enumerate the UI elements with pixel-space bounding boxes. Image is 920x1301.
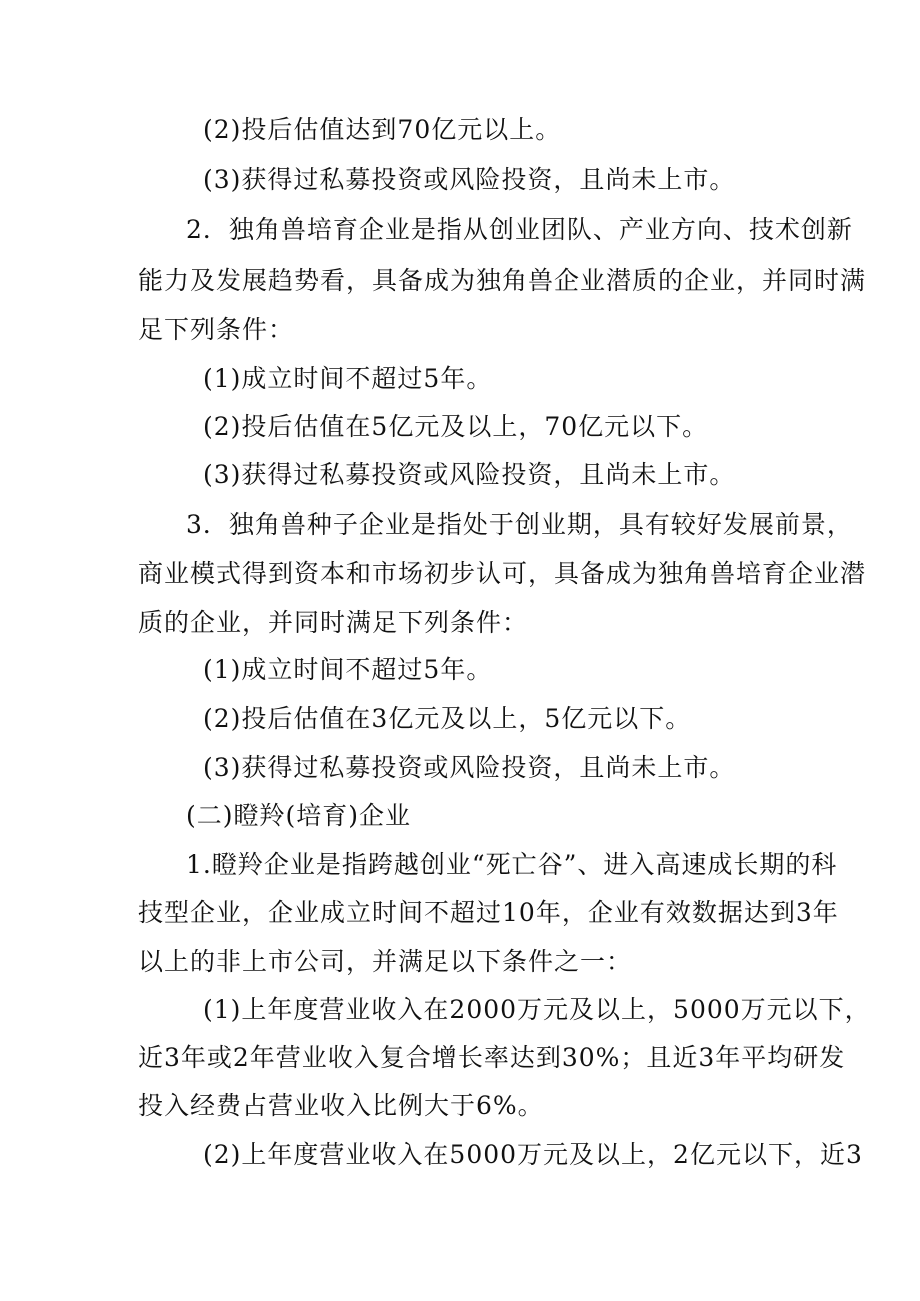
text-line: (2)投后估值达到70亿元以上。 bbox=[203, 115, 562, 144]
text-line: (2)投后估值在5亿元及以上，70亿元以下。 bbox=[203, 412, 709, 441]
text-line: 以上的非上市公司，并满足以下条件之一： bbox=[138, 947, 633, 976]
text-line: (3)获得过私募投资或风险投资，且尚未上市。 bbox=[203, 753, 736, 782]
text-line: 投入经费占营业收入比例大于6%。 bbox=[138, 1091, 544, 1120]
text-line: (2)上年度营业收入在5000万元及以上，2亿元以下，近3 bbox=[203, 1140, 863, 1169]
text-line: (1)上年度营业收入在2000万元及以上，5000万元以下， bbox=[203, 995, 871, 1024]
text-line: 1.瞪羚企业是指跨越创业“死亡谷”、进入高速成长期的科 bbox=[186, 850, 838, 879]
text-line: (1)成立时间不超过5年。 bbox=[203, 364, 493, 393]
text-line: (1)成立时间不超过5年。 bbox=[203, 655, 493, 684]
text-line: (3)获得过私募投资或风险投资，且尚未上市。 bbox=[203, 460, 736, 489]
text-line: 足下列条件： bbox=[138, 315, 295, 344]
text-line: 3．独角兽种子企业是指处于创业期，具有较好发展前景， bbox=[186, 510, 853, 539]
text-line: 商业模式得到资本和市场初步认可，具备成为独角兽培育企业潜 bbox=[138, 559, 867, 588]
text-line: (2)投后估值在3亿元及以上，5亿元以下。 bbox=[203, 704, 692, 733]
text-line: (二)瞪羚(培育)企业 bbox=[186, 801, 412, 830]
text-line: 2．独角兽培育企业是指从创业团队、产业方向、技术创新 bbox=[186, 215, 853, 244]
text-line: (3)获得过私募投资或风险投资，且尚未上市。 bbox=[203, 165, 736, 194]
text-line: 能力及发展趋势看，具备成为独角兽企业潜质的企业，并同时满 bbox=[138, 266, 867, 295]
text-line: 技型企业，企业成立时间不超过10年，企业有效数据达到3年 bbox=[138, 898, 839, 927]
text-line: 质的企业，并同时满足下列条件： bbox=[138, 608, 529, 637]
text-line: 近3年或2年营业收入复合增长率达到30%；且近3年平均研发 bbox=[138, 1043, 846, 1072]
